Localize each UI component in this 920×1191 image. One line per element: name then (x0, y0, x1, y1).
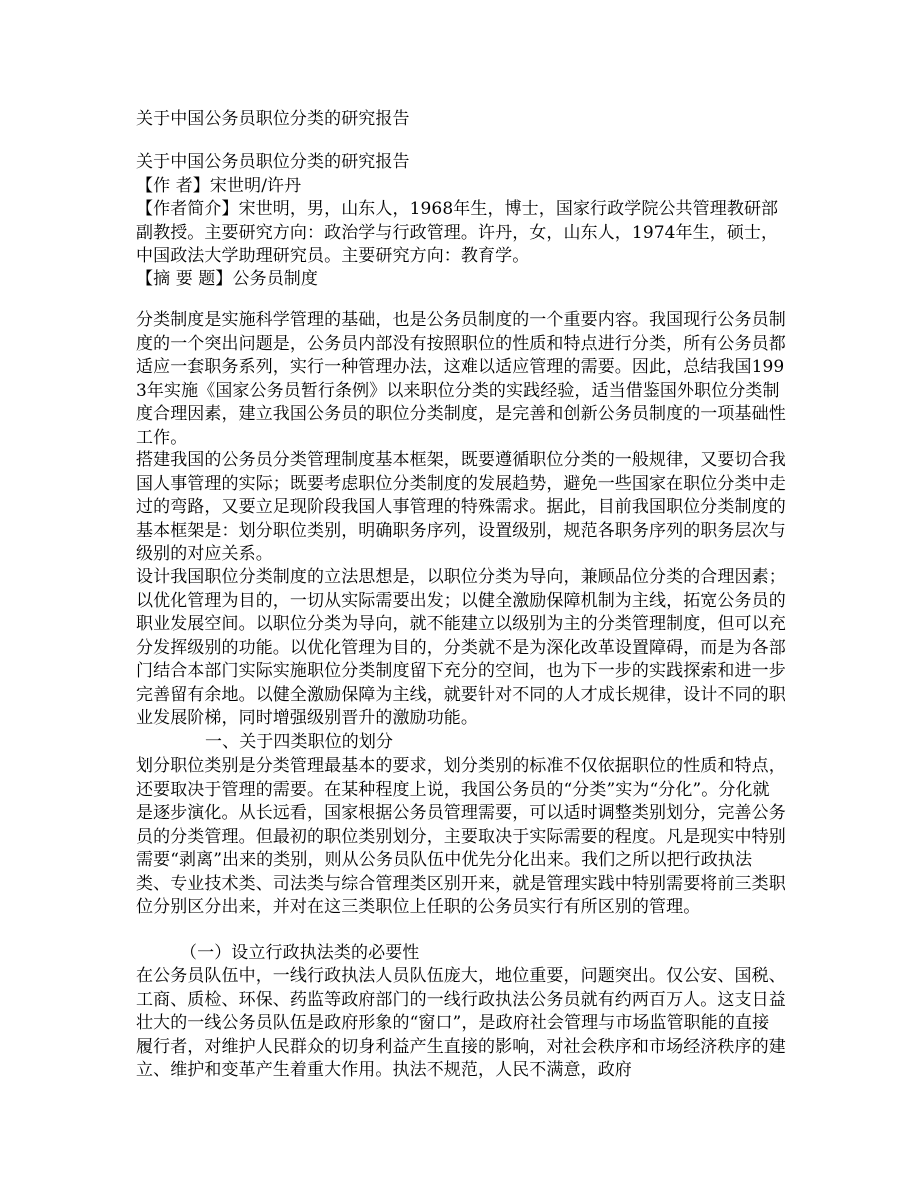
section-paragraph: 划分职位类别是分类管理最基本的要求，划分类别的标准不仅依据职位的性质和特点，还要取决于管理的需要。在某种程度上说，我国公务员的“分类”实为“分化”。分化就是逐步演化。从长远看，国家根据公务员管理需要，可以适时调整类别划分，完善公务员的分类管理。但最初的职位类别划分，主要取决于实际需要的程度。凡是现实中特别需要“剥离”出来的类别，则从公务员队伍中优先分化出来。我们之所以把行政执法类、专业技术类、司法类与综合管理类区别开来，就是管理实践中特别需要将前三类职位分别区分出来，并对在这三类职位上任职的公务员实行有所区别的管理。 (136, 756, 786, 917)
body-paragraph: 设计我国职位分类制度的立法思想是，以职位分类为导向，兼顾品位分类的合理因素；以优化管理为目的，一切从实际需要出发；以健全激励保障机制为主线，拓宽公务员的职业发展空间。以职位分类为导向，就不能建立以级别为主的分类管理制度，但可以充分发挥级别的功能。以优化管理为目的，分类就不是为深化改革设置障碍，而是为各部门结合本部门实际实施职位分类制度留下充分的空间，也为下一步的实践探索和进一步完善留有余地。以健全激励保障为主线，就要针对不同的人才成长规律，设计不同的职业发展阶梯，同时增强级别晋升的激励功能。 (136, 567, 786, 728)
subsection-heading: （一）设立行政执法类的必要性 (180, 943, 420, 963)
document-top-title: 关于中国公务员职位分类的研究报告 (136, 109, 410, 129)
author-byline: 【作 者】宋世明/许丹 (136, 176, 302, 196)
abstract-topic: 【摘 要 题】公务员制度 (136, 269, 319, 289)
subsection-paragraph: 在公务员队伍中，一线行政执法人员队伍庞大，地位重要，问题突出。仅公安、国税、工商、质检、环保、药监等政府部门的一线行政执法公务员就有约两百万人。这支日益壮大的一线公务员队伍是政府形象的“窗口”，是政府社会管理与市场监管职能的直接履行者，对维护人民群众的切身利益产生直接的影响，对社会秩序和市场经济秩序的建立、维护和变革产生着重大作用。执法不规范，人民不满意，政府 (136, 966, 786, 1080)
body-paragraph: 分类制度是实施科学管理的基础，也是公务员制度的一个重要内容。我国现行公务员制度的一个突出问题是，公务员内部没有按照职位的性质和特点进行分类，所有公务员都适应一套职务系列，实行一种管理办法，这难以适应管理的需要。因此，总结我国1993年实施《国家公务员暂行条例》以来职位分类的实践经验，适当借鉴国外职位分类制度合理因素，建立我国公务员的职位分类制度，是完善和创新公务员制度的一项基础性工作。 (136, 310, 786, 448)
document-title: 关于中国公务员职位分类的研究报告 (136, 152, 410, 172)
section-heading: 一、关于四类职位的划分 (205, 732, 394, 752)
body-paragraph: 搭建我国的公务员分类管理制度基本框架，既要遵循职位分类的一般规律，又要切合我国人事管理的实际；既要考虑职位分类制度的发展趋势，避免一些国家在职位分类中走过的弯路，又要立足现阶段我国人事管理的特殊需求。据此，目前我国职位分类制度的基本框架是：划分职位类别，明确职务序列，设置级别，规范各职务序列的职务层次与级别的对应关系。 (136, 450, 786, 564)
author-introduction: 【作者简介】宋世明，男，山东人，1968年生，博士，国家行政学院公共管理教研部副教授。主要研究方向：政治学与行政管理。许丹，女，山东人，1974年生，硕士，中国政法大学助理研究员。主要研究方向：教育学。 (136, 199, 779, 266)
